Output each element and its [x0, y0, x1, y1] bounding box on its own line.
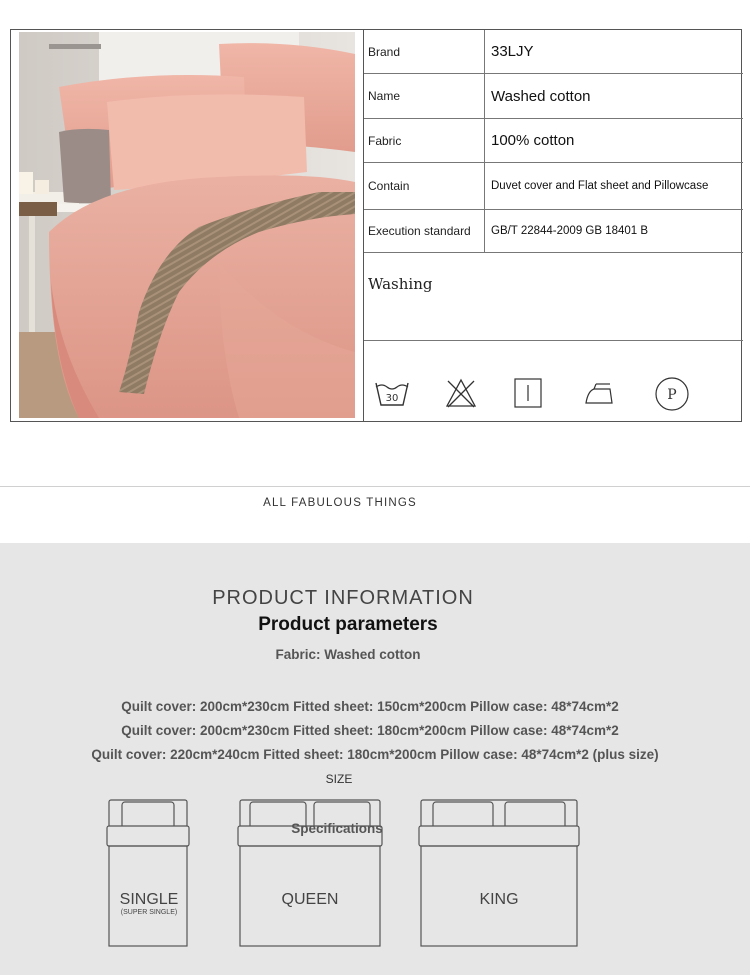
- spec-value: GB/T 22844-2009 GB 18401 B: [484, 210, 743, 252]
- product-information-title: PRODUCT INFORMATION: [212, 587, 474, 609]
- size-line-single: Quilt cover: 200cm*230cm Fitted sheet: 150cm*200cm Pillow case: 48*74cm*2: [121, 699, 619, 714]
- product-photo: [19, 32, 355, 418]
- spec-table: [363, 30, 743, 422]
- washing-title: Washing: [368, 275, 433, 293]
- spec-value: Duvet cover and Flat sheet and Pillowcase: [484, 163, 743, 209]
- iron-icon: [582, 381, 616, 407]
- spec-row-brand: [364, 30, 743, 74]
- section-divider: [0, 486, 750, 487]
- bed-label-single: SINGLE: [119, 891, 179, 908]
- wash-30-icon: [374, 377, 410, 409]
- spec-label: Contain: [368, 179, 410, 193]
- product-parameters-title: Product parameters: [258, 614, 438, 635]
- spec-value: Washed cotton: [484, 74, 743, 118]
- line-dry-icon: [512, 377, 544, 409]
- spec-label: Execution standard: [368, 224, 471, 238]
- bed-label-queen: QUEEN: [281, 891, 339, 908]
- dry-clean-letter: P: [667, 387, 677, 403]
- fabric-line: Fabric: Washed cotton: [275, 647, 421, 662]
- size-line-king: Quilt cover: 220cm*240cm Fitted sheet: 180cm*200cm Pillow case: 48*74cm*2 (plus size): [91, 747, 659, 762]
- spec-row-name: [364, 74, 743, 119]
- specifications-label: Specifications: [291, 821, 383, 836]
- product-information-section: [0, 543, 750, 975]
- spec-value: 33LJY: [484, 30, 743, 73]
- size-label: SIZE: [325, 772, 353, 786]
- wash-temp-label: 30: [385, 393, 399, 404]
- dry-clean-icon: [654, 376, 690, 412]
- bed-label-king: KING: [479, 891, 519, 908]
- product-spec-card: [10, 29, 742, 422]
- spec-row-fabric: [364, 119, 743, 163]
- spec-label: Name: [368, 89, 401, 103]
- care-icons: [364, 340, 743, 420]
- no-bleach-icon: [444, 377, 478, 409]
- spec-label: Fabric: [368, 133, 402, 148]
- spec-row-contain: [364, 163, 743, 210]
- king-bed-diagram: [417, 798, 581, 948]
- spec-label: Brand: [368, 44, 401, 59]
- size-line-queen: Quilt cover: 200cm*230cm Fitted sheet: 180cm*200cm Pillow case: 48*74cm*2: [121, 723, 619, 738]
- bed-sublabel-single: (SUPER SINGLE): [120, 909, 178, 916]
- spec-value: 100% cotton: [484, 119, 743, 162]
- tagline: ALL FABULOUS THINGS: [263, 497, 417, 509]
- spec-row-standard: [364, 210, 743, 253]
